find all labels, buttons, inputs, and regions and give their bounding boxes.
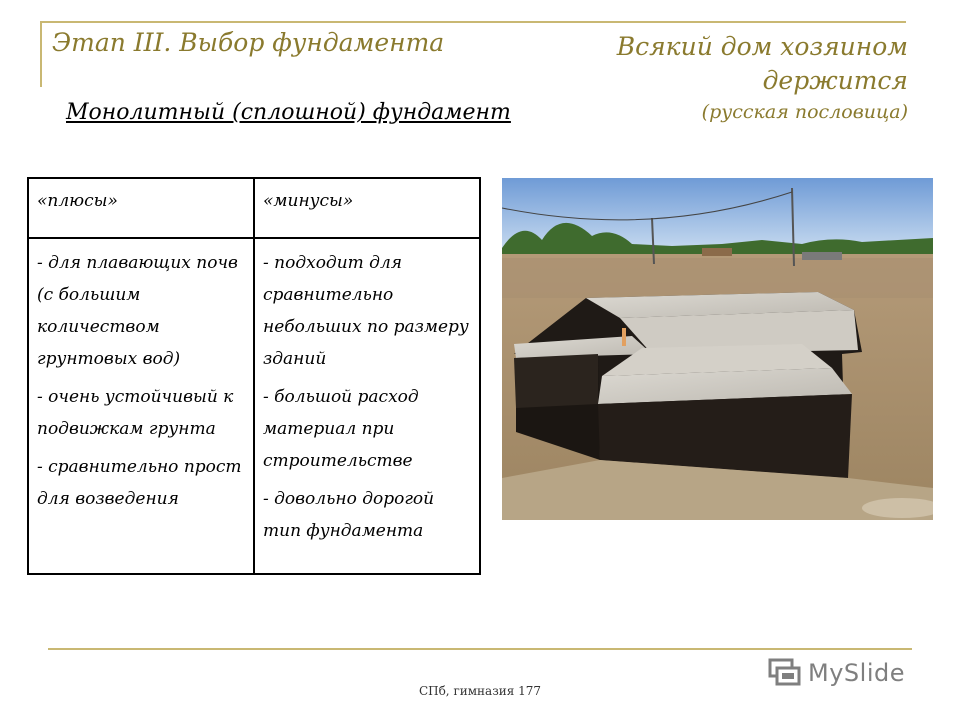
proverb-line-1: Всякий дом хозяином <box>616 32 908 61</box>
cons-item: - большой расход материал при строительстве <box>263 387 419 471</box>
pros-item: - очень устойчивый к подвижкам грунта <box>37 387 234 439</box>
proverb-source: (русская пословица) <box>701 101 908 123</box>
foundation-photo <box>502 178 933 520</box>
pros-header: «плюсы» <box>28 178 254 238</box>
slide-title: Этап III. Выбор фундамента <box>52 28 445 57</box>
cons-item: - довольно дорогой тип фундамента <box>263 489 435 541</box>
logo-text: MySlide <box>808 659 905 687</box>
cons-cell <box>254 238 480 574</box>
left-rule <box>40 21 42 87</box>
pros-item: - сравнительно прост для возведения <box>37 457 242 509</box>
bottom-rule <box>48 648 912 650</box>
proverb-text <box>617 30 908 98</box>
foundation-photo-drawing <box>502 178 933 520</box>
pros-cons-table <box>27 177 481 575</box>
table-row <box>28 238 480 574</box>
pros-item: - для плавающих почв (с большим количеством грунтовых вод) <box>37 253 238 369</box>
table-header-row <box>28 178 480 238</box>
cons-item: - подходит для сравнительно небольших по размеру зданий <box>263 253 469 369</box>
footer-text: СПб, гимназия 177 <box>418 684 542 698</box>
pros-cell <box>28 238 254 574</box>
proverb <box>617 30 908 126</box>
slide-subtitle: Монолитный (сплошной) фундамент <box>66 100 511 125</box>
top-rule <box>40 21 906 23</box>
proverb-line-2: держится <box>762 66 908 95</box>
cons-header: «минусы» <box>254 178 480 238</box>
